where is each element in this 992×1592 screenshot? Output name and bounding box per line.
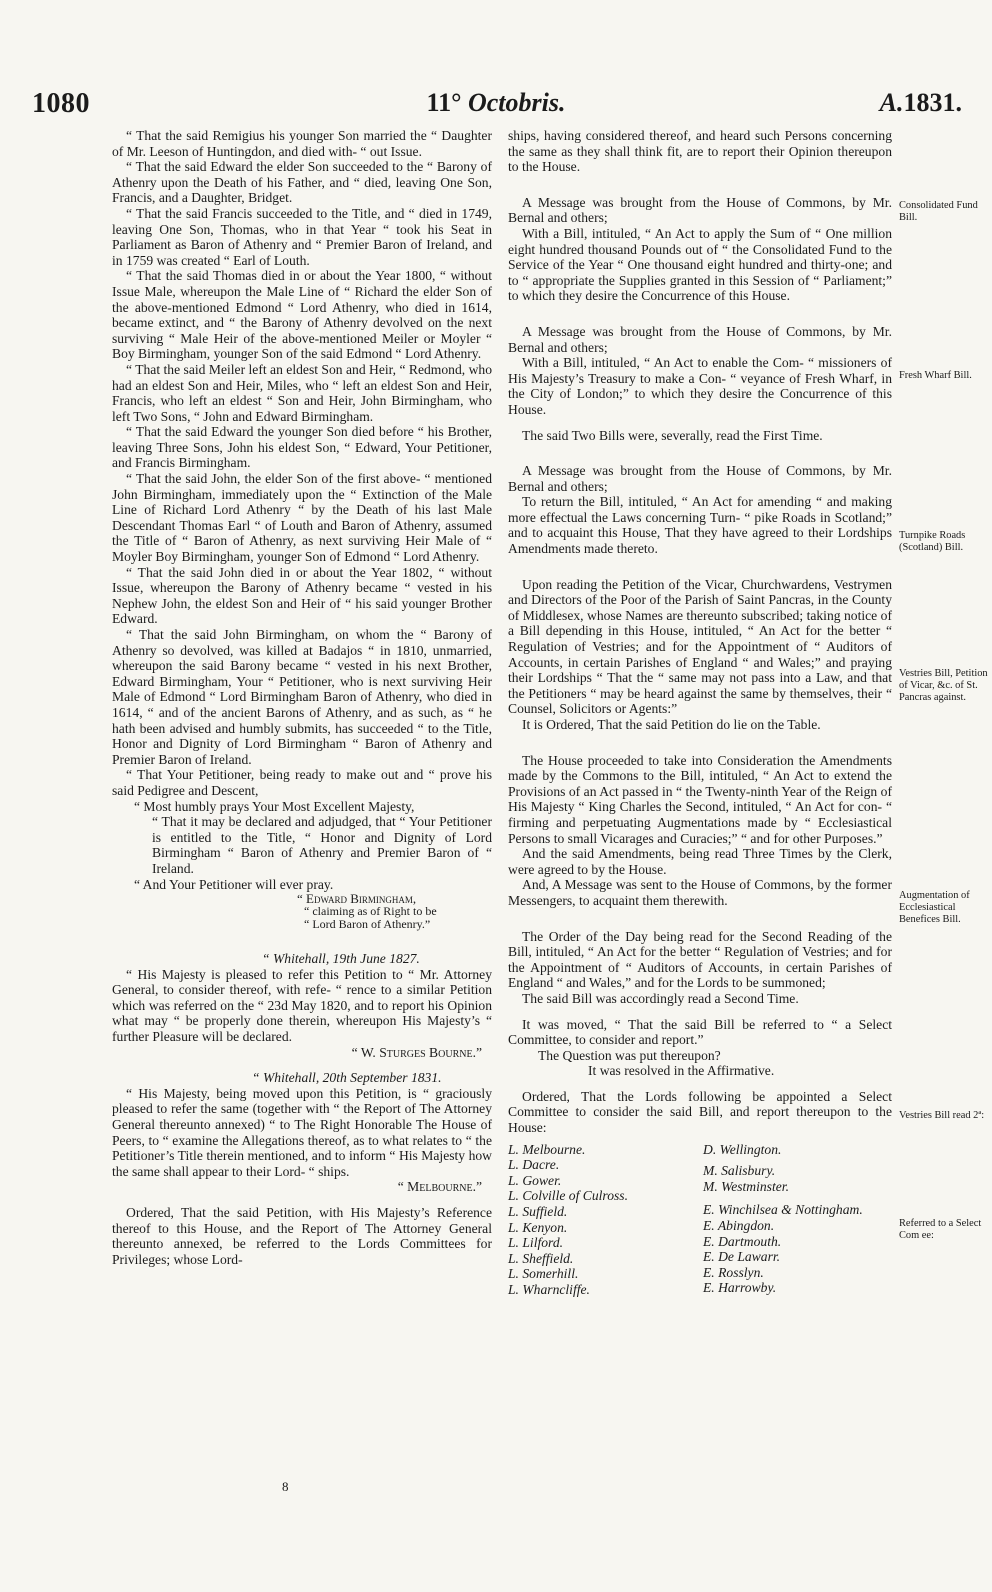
- motion: It was moved, “ That the said Bill be referred to “ a Select Committee, to consider and report.”: [508, 1016, 892, 1048]
- left-paragraph: “ That the said John Birmingham, on whom the “ Barony of Athenry so devolved, was killed at Badajos “ in 1810, unmarried, whereupon the said Barony became “ vested in his next Brother, Edward Birmingham, Your “ Petitioner, who is next surviving Heir Male of Edmond “ Lord Birmingham Baron of Athenry, who died in 1614, “ and of the ancient Barons of Athenry, and as such, as “ he hath been advised and humbly submits, has succeeded “ to the Title, Honor and Dignity of Lord Birmingham “ Baron of Athenry and Premier Baron of Ireland.: [112, 627, 492, 767]
- augmentation-paragraph: And, A Message was sent to the House of Commons, by the former Messengers, to acquaint them therewith.: [508, 877, 892, 908]
- right-paragraph: ships, having considered thereof, and heard such Persons concerning the same as they shall think fit, are to report their Opinion thereupon to the House.: [508, 128, 892, 175]
- left-column: [112, 128, 492, 1267]
- lord-name: E. Abingdon.: [703, 1218, 775, 1234]
- lord-name: L. Somerhill.: [508, 1266, 579, 1282]
- lord-name: M. Westminster.: [703, 1178, 789, 1194]
- order-of-day: The Order of the Day being read for the Second Reading of the Bill, intituled, “ An Act for the better “ Regulation of Vestries; and for the Appointment of “ Auditors of Accounts, in certain Parishes of England “ and Wales,” and for the Lords to be summoned;: [508, 928, 892, 991]
- page-date: [0, 88, 992, 118]
- year-prefix: A.: [879, 88, 904, 117]
- margin-note-fresh-wharf: Fresh Wharf Bill.: [899, 370, 972, 381]
- left-paragraph: “ That the said Remigius his younger Son married the “ Daughter of Mr. Leeson of Huntingdon, and died with- “ out Issue.: [112, 128, 492, 159]
- left-paragraph: “ That the said Edward the elder Son succeeded to the “ Barony of Athenry upon the Death of his Father, and “ died, leaving One Son, Francis, and a Daughter, Bridget.: [112, 159, 492, 206]
- signature-mark: 8: [282, 1479, 289, 1494]
- lord-name: L. Kenyon.: [508, 1219, 568, 1235]
- ordered-paragraph: Ordered, That the said Petition, with His Majesty’s Reference thereof to this House, and the Report of The Attorney General thereunto annexed, be referred to the Lords Committees for Privileges; whose Lord-: [112, 1205, 492, 1267]
- page-header: [0, 88, 992, 122]
- lord-name: L. Wharncliffe.: [508, 1282, 590, 1297]
- lord-name: E. De Lawarr.: [703, 1249, 781, 1265]
- left-paragraph: “ That the said John, the elder Son of the first above- “ mentioned John Birmingham, immediately upon the “ Extinction of the Male Line of Richard Lord Athenry “ by the Death of his last Male Descendant Thomas Earl “ of Louth and Baron of Athenry, assumed the Title of “ Baron of Athenry, as next surviving Heir Male of “ Moyler Boy Birmingham, younger Son of Edmond “ Lord Athenry.: [112, 471, 492, 565]
- petition-ordered: It is Ordered, That the said Petition do lie on the Table.: [522, 717, 821, 732]
- left-paragraph: “ That the said Thomas died in or about the Year 1800, “ without Issue Male, whereupon the Male Line of “ Richard the elder Son of the above-mentioned Edmond “ Lord Athenry, who died in 1614, became extinct, and “ the Barony of Athenry devolved on the next surviving “ Male Heir of the above-mentioned Meiler or Moyler “ Boy Birmingham, younger Son of the said Edmond “ Lord Athenry.: [112, 268, 492, 362]
- lord-name: L. Colville of Culross.: [508, 1188, 628, 1204]
- message-intro: A Message was brought from the House of Commons, by Mr. Bernal and others;: [508, 463, 892, 494]
- resolved: It was resolved in the Affirmative.: [588, 1063, 775, 1079]
- margin-note-referred: Referred to a Select Com ee:: [899, 1218, 982, 1241]
- lords-list-right: [703, 1142, 893, 1298]
- first-reading: The said Two Bills were, severally, read the First Time.: [522, 427, 823, 443]
- lord-name: L. Lilford.: [508, 1235, 564, 1251]
- year-value: 1831.: [903, 88, 962, 117]
- lord-name: L. Suffield.: [508, 1204, 568, 1220]
- petitioner-signature: “ Edward Birmingham,: [297, 891, 417, 907]
- lord-name: E. Winchilsea & Nottingham.: [703, 1202, 863, 1218]
- lord-name: E. Dartmouth.: [703, 1233, 782, 1249]
- page-number: 1080: [32, 88, 90, 119]
- message-body: To return the Bill, intituled, “ An Act for amending “ and making more effectual the Laws concerning Turn- “ pike Roads in Scotland;” and to acquaint this House, That they have agreed to their Lordships Amendments made thereto.: [508, 494, 892, 557]
- prayer-line: “ Most humbly prays Your Most Excellent Majesty,: [134, 798, 415, 814]
- lord-name: M. Salisbury.: [703, 1163, 776, 1179]
- lord-name: E. Rosslyn.: [703, 1264, 764, 1280]
- margin-note-augmentation: Augmentation of Ecclesiastical Benefices Bill.: [899, 890, 970, 925]
- margin-note-turnpike: Turnpike Roads (Scotland) Bill.: [899, 530, 966, 553]
- date-day: 11°: [426, 88, 462, 117]
- signature-note: “ claiming as of Right to be: [304, 904, 437, 919]
- message-intro: A Message was brought from the House of Commons, by Mr. Bernal and others;: [508, 194, 892, 226]
- margin-note-consolidated: Consolidated Fund Bill.: [899, 200, 978, 223]
- lord-name: L. Gower.: [508, 1172, 562, 1188]
- reference-dateline: “ Whitehall, 20th September 1831.: [252, 1070, 442, 1086]
- signature-note: “ Lord Baron of Athenry.”: [304, 917, 431, 932]
- margin-note-vestries-read: Vestries Bill read 2ª:: [899, 1110, 985, 1121]
- lord-name: L. Sheffield.: [508, 1250, 574, 1266]
- lords-list-left: [508, 1142, 703, 1298]
- right-column: [508, 128, 892, 1298]
- date-month: Octobris.: [467, 88, 566, 117]
- lords-list: [508, 1142, 892, 1298]
- ordered-lords: Ordered, That the Lords following be appointed a Select Committee to consider the said Bill, and report thereupon to the House:: [508, 1088, 892, 1136]
- prayer-body: “ That it may be declared and adjudged, that “ Your Petitioner is entitled to the Title, “ Honor and Dignity of Lord Birmingham “ Baron of Athenry and Premier Baron of “ Ireland.: [152, 814, 492, 876]
- reference-signature: “ W. Sturges Bourne.”: [351, 1044, 482, 1060]
- message-body: With a Bill, intituled, “ An Act to enable the Com- “ missioners of His Majesty’s Treasury to make a Con- “ veyance of Fresh Wharf, in the City of London;” to which they desire the Concurrence of this House.: [508, 355, 892, 417]
- left-paragraph: “ That the said Meiler left an eldest Son and Heir, “ Redmond, who had an eldest Son and Heir, Miles, who “ left an eldest Son and Heir, Francis, who left an eldest “ Son and Heir, John Birmingham, who left Two Sons, “ John and Edward Birmingham.: [112, 361, 492, 424]
- lord-name: D. Wellington.: [703, 1141, 782, 1157]
- prayer-closing: “ And Your Petitioner will ever pray.: [134, 876, 334, 892]
- augmentation-paragraph: And the said Amendments, being read Three Times by the Clerk, were agreed to by the House.: [508, 846, 892, 877]
- lord-name: L. Melbourne.: [508, 1141, 586, 1157]
- message-body: With a Bill, intituled, “ An Act to apply the Sum of “ One million eight hundred thousand Pounds out of “ the Consolidated Fund to the Service of the Year “ One thousand eight hundred and thirty-one; and to “ appropriate the Supplies granted in this Session of “ Parliament;” to which they desire the Concurrence of this House.: [508, 225, 892, 304]
- augmentation-paragraph: The House proceeded to take into Consideration the Amendments made by the Commons to the Bill, intituled, “ An Act to extend the Provisions of an Act passed in “ the Twenty-ninth Year of the Reign of His Majesty “ King Charles the Second, intituled, “ An Act for con- “ firming and perpetuating Augmentations made by “ Ecclesiastical Persons to small Vicarages and Curacies;” “ and for other Purposes.”: [508, 752, 892, 846]
- margin-note-vestries-petition: Vestries Bill, Petition of Vicar, &c. of St. Pancras against.: [899, 668, 988, 703]
- left-paragraph: “ That Your Petitioner, being ready to make out and “ prove his said Pedigree and Descent,: [112, 767, 492, 798]
- reference-body: “ His Majesty, being moved upon this Petition, is “ graciously pleased to refer the same (together with “ the Report of The Attorney General thereunto annexed) “ to The Right Honorable The House of Peers, to “ examine the Allegations thereof, as to what relates to “ the Petitioner’s Title therein mentioned, and to inform “ His Majesty how the same shall appear to their Lord- “ ships.: [112, 1085, 492, 1179]
- reference-dateline: “ Whitehall, 19th June 1827.: [262, 951, 420, 967]
- left-paragraph: “ That the said Edward the younger Son died before “ his Brother, leaving Three Sons, John his eldest Son, “ Edward, Your Petitioner, and Francis Birmingham.: [112, 424, 492, 471]
- petition-paragraph: Upon reading the Petition of the Vicar, Churchwardens, Vestrymen and Directors of the Poor of the Parish of Saint Pancras, in the County of Middlesex, whose Names are thereunto subscribed; taking notice of a Bill depending in this House, intituled, “ An Act for the better “ Regulation of Vestries; and for the Appointment of “ Auditors of Accounts, in certain Parishes of England “ and Wales;” and praying their Lordships “ That the “ same may not pass into a Law, and that the Petitioners “ may be heard against the same by themselves, their “ Counsel, Solicitors or Agents:”: [508, 576, 892, 717]
- page-year: [880, 88, 962, 118]
- order-of-day: The said Bill was accordingly read a Second Time.: [522, 990, 799, 1006]
- reference-body: “ His Majesty is pleased to refer this Petition to “ Mr. Attorney General, to consider thereof, with refe- “ rence to a similar Petition which was referred on the “ 23d May 1820, and to report his Opinion what may “ be properly done therein, whereupon His Majesty’s “ further Pleasure will be declared.: [112, 966, 492, 1045]
- left-paragraph: “ That the said Francis succeeded to the Title, and “ died in 1749, leaving One Son, Thomas, who in that Year “ took his Seat in Parliament as Baron of Athenry and “ Premier Baron of Ireland, and in 1759 was created “ Earl of Louth.: [112, 205, 492, 268]
- left-paragraph: “ That the said John died in or about the Year 1802, “ without Issue, whereupon the Barony of Athenry became “ vested in his Nephew John, the eldest Son and Heir of “ his said younger Brother Edward.: [112, 564, 492, 627]
- reference-signature: “ Melbourne.”: [397, 1179, 482, 1195]
- lord-name: E. Harrowby.: [703, 1280, 777, 1296]
- question: The Question was put thereupon?: [538, 1047, 721, 1063]
- lord-name: L. Dacre.: [508, 1157, 560, 1173]
- message-intro: A Message was brought from the House of Commons, by Mr. Bernal and others;: [508, 323, 892, 355]
